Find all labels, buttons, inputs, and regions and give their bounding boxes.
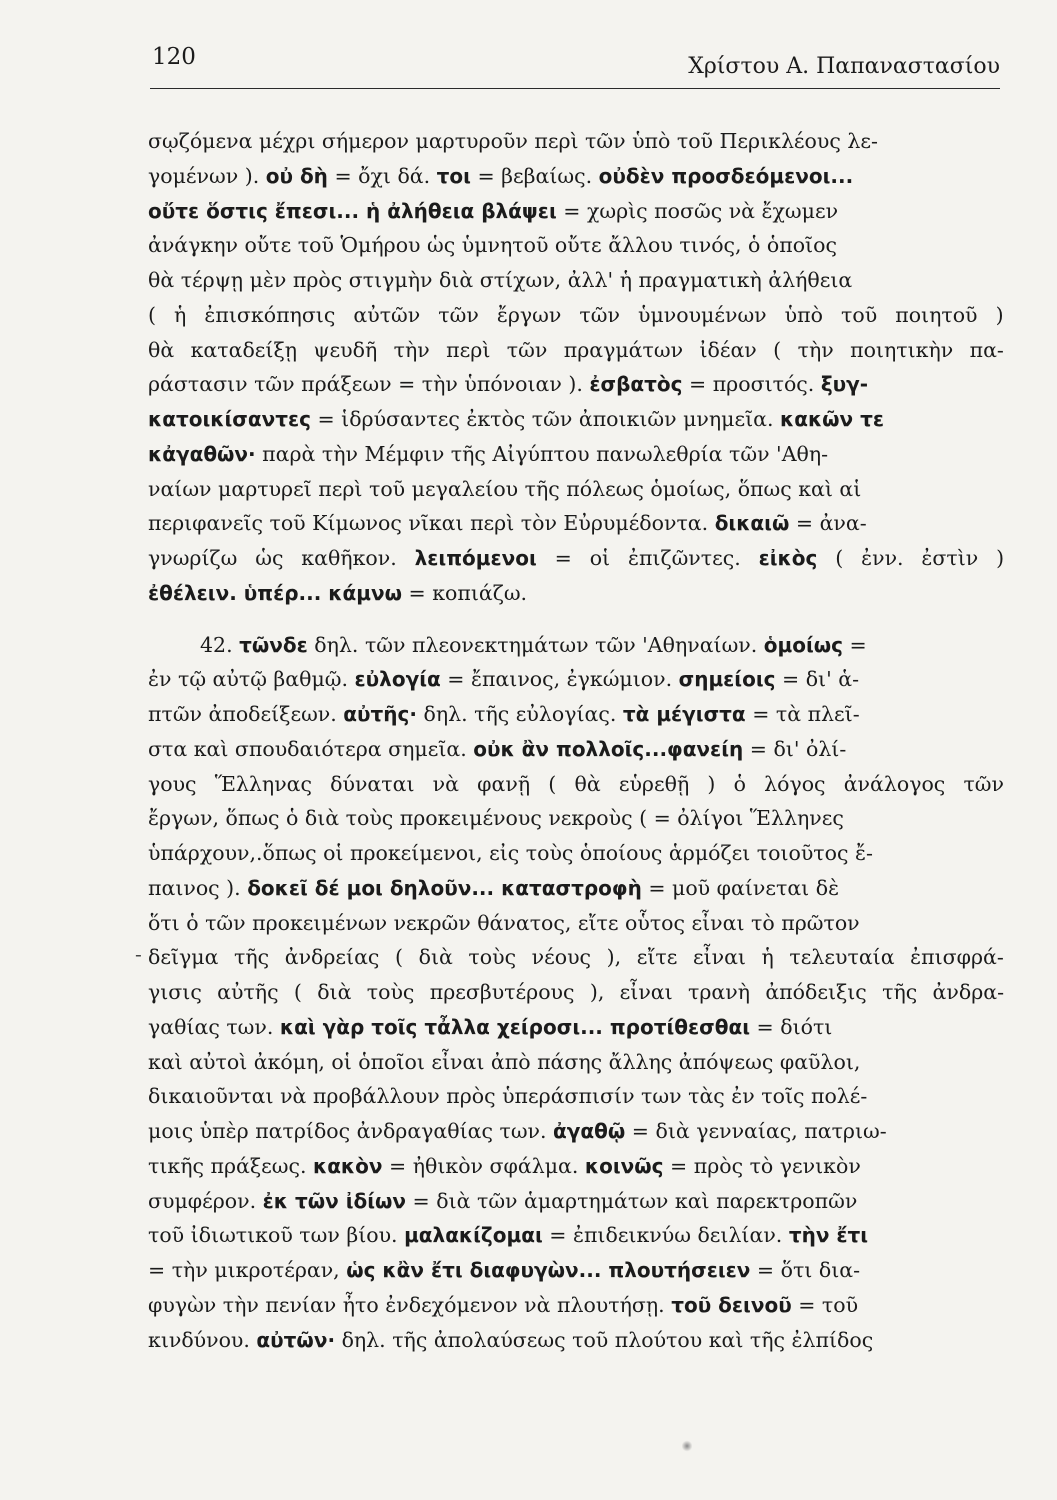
gloss-text: γους Ἕλληνας δύναται νὰ φανῇ ( θὰ εὑρεθῇ ) ὁ λόγος ἀνάλογος τῶν (148, 771, 1004, 796)
gloss-text: γισις αὐτῆς ( διὰ τοὺς πρεσβυτέρους ), εἶναι τρανὴ ἀπόδειξις τῆς ἀνδρα- (148, 980, 1005, 1004)
gloss-text: δηλ. τῆς ἀπολαύσεως τοῦ πλούτου καὶ τῆς ἐλπίδος (335, 1327, 874, 1352)
text-line (148, 506, 1004, 541)
gloss-text: = δι' ὀλί- (743, 736, 847, 761)
gloss-text: = τοῦ (791, 1292, 859, 1317)
text-line (148, 801, 1004, 836)
text-line (148, 836, 1004, 871)
page-header (150, 44, 1000, 89)
gloss-text: ( ἡ ἐπισκόπησις αὐτῶν τῶν ἔργων τῶν ὑμνουμένων ὑπὸ τοῦ ποιητοῦ ) (148, 302, 1004, 327)
gloss-text: = μοῦ φαίνεται δὲ (641, 875, 840, 900)
lemma-term: μαλακίζομαι (404, 1223, 543, 1248)
lemma-term: οὐδὲν προσδεόμενοι... (598, 163, 854, 188)
text-line (148, 1114, 1004, 1149)
gloss-text: στα καὶ σπουδαιότερα σημεῖα. (148, 736, 474, 761)
lemma-term: οὐκ ἂν πολλοῖς...φανείη (473, 736, 744, 761)
text-line (148, 1288, 1004, 1323)
gloss-text: δεῖγμα τῆς ἀνδρείας ( διὰ τοὺς νέους ), εἴτε εἶναι ἡ τελευταία ἐπισφρά- (148, 945, 1004, 970)
gloss-text: = δι' ἁ- (775, 667, 859, 692)
gloss-text: θὰ τέρψῃ μὲν πρὸς στιγμὴν διὰ στίχων, ἀλλ' ἡ πραγματικὴ ἀλήθεια (148, 268, 853, 292)
text-line (148, 541, 1004, 576)
gloss-text: δηλ. τῆς εὐλογίας. (417, 702, 623, 726)
gloss-text: ράστασιν τῶν πράξεων = τὴν ὑπόνοιαν ). (148, 372, 590, 397)
lemma-term: κακὸν (312, 1153, 383, 1178)
gloss-text: = χωρὶς ποσῶς νὰ ἔχωμεν (556, 198, 839, 223)
text-line (148, 697, 1004, 732)
lemma-term: σημείοις (678, 667, 776, 692)
gloss-text: = κοπιάζω. (401, 580, 528, 605)
gloss-text: = (843, 632, 867, 657)
text-line (148, 1218, 1004, 1253)
lemma-term: τῶνδε (239, 632, 308, 657)
lemma-term: δικαιῶ (714, 511, 790, 536)
text-line (148, 628, 1004, 663)
gloss-text: περιφανεῖς τοῦ Κίμωνος νῖκαι περὶ τὸν Εὐρυμέδοντα. (148, 511, 715, 536)
gloss-text: σῳζόμενα μέχρι σήμερον μαρτυροῦν περὶ τῶν ὑπὸ τοῦ Περικλέους λε- (148, 129, 878, 153)
text-line (148, 1149, 1004, 1184)
text-line (148, 437, 1004, 472)
gloss-text: ὑπάρχουν,.ὅπως οἱ προκείμενοι, εἰς τοὺς ὁποίους ἁρμόζει τοιοῦτος ἔ- (148, 841, 873, 865)
lemma-term: ὡς κἂν ἔτι διαφυγὼν... πλουτήσειεν (346, 1258, 751, 1282)
gloss-text: παρὰ τὴν Μέμφιν τῆς Αἰγύπτου πανωλεθρία τῶν 'Αθη- (255, 441, 829, 466)
gloss-text: = ἱδρύσαντες ἐκτὸς τῶν ἀποικιῶν μνημεῖα. (310, 407, 781, 431)
lemma-term: κἀγαθῶν· (148, 441, 256, 466)
gloss-text: = διὰ τῶν ἁμαρτημάτων καὶ παρεκτροπῶν (406, 1188, 858, 1213)
gloss-text: θὰ καταδείξῃ ψευδῆ τὴν περὶ τῶν πραγμάτων ἰδέαν ( τὴν ποιητικὴν πα- (148, 337, 1004, 362)
gloss-text: ἐν τῷ αὐτῷ βαθμῷ. (148, 667, 355, 692)
text-line (148, 333, 1004, 368)
lemma-term: ἐθέλειν. ὑπέρ... κάμνω (148, 580, 402, 605)
gloss-text: καὶ αὐτοὶ ἀκόμη, οἱ ὁποῖοι εἶναι ἀπὸ πάσης ἄλλης ἀπόψεως φαῦλοι, (148, 1049, 861, 1074)
body-text (148, 124, 1004, 1357)
gloss-text: τοῦ ἰδιωτικοῦ των βίου. (148, 1223, 405, 1248)
gloss-text: κινδύνου. (148, 1327, 257, 1352)
text-line (148, 228, 1004, 263)
lemma-term: τὰ μέγιστα (622, 702, 746, 726)
lemma-term: ἐκ τῶν ἰδίων (262, 1188, 407, 1213)
lemma-term: κοινῶς (584, 1153, 664, 1178)
lemma-term: ἐσβατὸς (589, 372, 683, 397)
paragraph-1 (148, 124, 1004, 611)
lemma-term: εἰκὸς (758, 546, 818, 570)
gloss-text: = ἠθικὸν σφάλμα. (382, 1153, 585, 1178)
lemma-term: ὁμοίως (763, 632, 844, 657)
lemma-term: τοι (436, 163, 471, 188)
gloss-text: ( ἐνν. ἐστὶν ) (817, 546, 1005, 570)
lemma-term: λειπόμενοι (414, 546, 537, 570)
text-line (148, 732, 1004, 767)
gloss-text: = διότι (750, 1014, 833, 1039)
gloss-text: = ἐπιδεικνύω δειλίαν. (542, 1223, 789, 1248)
gloss-text: γνωρίζω ὡς καθῆκον. (148, 546, 415, 570)
lemma-term: τὴν ἔτι (788, 1223, 869, 1248)
gloss-text: γομένων ). (148, 163, 266, 188)
text-line (148, 1045, 1004, 1080)
gloss-text: = ὅτι δια- (750, 1258, 861, 1282)
gloss-text: = τὰ πλεῖ- (745, 702, 860, 726)
gloss-text: = βεβαίως. (470, 163, 599, 188)
gloss-text: γαθίας των. (148, 1014, 280, 1039)
gloss-text: τικῆς πράξεως. (148, 1153, 313, 1178)
text-line (148, 472, 1004, 507)
text-line (148, 767, 1004, 802)
text-line (148, 367, 1004, 402)
gloss-text: = ἔπαινος, ἐγκώμιον. (440, 667, 679, 692)
text-line (148, 975, 1004, 1010)
text-line (148, 1184, 1004, 1219)
gloss-text: παινος ). (148, 875, 248, 900)
gloss-text: ἔργων, ὅπως ὁ διὰ τοὺς προκειμένους νεκροὺς ( = ὀλίγοι Ἕλληνες (148, 806, 844, 831)
paragraph-2 (148, 628, 1004, 1358)
gloss-text: = ὄχι δά. (327, 163, 437, 188)
gloss-text: = τὴν μικροτέραν, (148, 1258, 347, 1282)
text-line (148, 662, 1004, 697)
gloss-text: πτῶν ἀποδείξεων. (148, 702, 344, 726)
margin-mark: - (135, 942, 142, 966)
gloss-text: δικαιοῦνται νὰ προβάλλουν πρὸς ὑπεράσπισίν των τὰς ἐν τοῖς πολέ- (148, 1084, 868, 1109)
gloss-text: μοις ὑπὲρ πατρίδος ἀνδραγαθίας των. (148, 1119, 554, 1143)
text-line (148, 1253, 1004, 1288)
lemma-term: ξυγ- (820, 372, 869, 397)
text-line (148, 1010, 1004, 1045)
text-line (148, 263, 1004, 298)
text-line (148, 576, 1004, 611)
running-head: Χρίστου Α. Παπαναστασίου (688, 54, 1000, 79)
lemma-term: εὐλογία (354, 667, 441, 692)
page-number: 120 (152, 44, 196, 70)
gloss-text: 42. (200, 632, 240, 657)
gloss-text: ὅτι ὁ τῶν προκειμένων νεκρῶν θάνατος, εἴτε οὗτος εἶναι τὸ πρῶτον (148, 910, 860, 935)
gloss-text: ναίων μαρτυρεῖ περὶ τοῦ μεγαλείου τῆς πόλεως ὁμοίως, ὅπως καὶ αἱ (148, 476, 862, 501)
gloss-text: = προσιτός. (682, 372, 821, 397)
gloss-text: = ἀνα- (789, 511, 867, 536)
gloss-text: = οἱ ἐπιζῶντες. (536, 546, 759, 570)
text-line (148, 871, 1004, 906)
lemma-term: κακῶν τε (780, 407, 885, 431)
gloss-text: φυγὼν τὴν πενίαν ἦτο ἐνδεχόμενον νὰ πλουτήσῃ. (148, 1292, 672, 1317)
lemma-term: αὐτῆς· (343, 702, 417, 726)
gloss-text: = πρὸς τὸ γενικὸν (663, 1153, 861, 1178)
gloss-text: συμφέρον. (148, 1188, 263, 1213)
lemma-term: κατοικίσαντες (148, 407, 311, 431)
text-line (148, 298, 1004, 333)
text-line (148, 159, 1004, 194)
text-line (148, 194, 1004, 229)
text-line (148, 124, 1004, 159)
gloss-text: ἀνάγκην οὔτε τοῦ Ὁμήρου ὡς ὑμνητοῦ οὔτε ἄλλου τινός, ὁ ὁποῖος (148, 233, 837, 258)
lemma-term: ἀγαθῷ (553, 1119, 626, 1143)
lemma-term: δοκεῖ δέ μοι δηλοῦν... καταστροφὴ (247, 875, 642, 900)
text-line (148, 1323, 1004, 1358)
lemma-term: οὐ δὴ (265, 163, 328, 188)
lemma-term: τοῦ δεινοῦ (671, 1292, 792, 1317)
gloss-text: = διὰ γενναίας, πατριω- (625, 1119, 887, 1143)
lemma-term: καὶ γὰρ τοῖς τἆλλα χείροσι... προτίθεσθαι (279, 1014, 751, 1039)
text-line (148, 940, 1004, 975)
lemma-term: οὔτε ὅστις ἔπεσι... ἡ ἀλήθεια βλάψει (148, 198, 557, 223)
lemma-term: αὐτῶν· (256, 1327, 336, 1352)
text-line (148, 402, 1004, 437)
text-line (148, 1079, 1004, 1114)
text-line (148, 906, 1004, 941)
ink-speck (682, 1440, 692, 1452)
gloss-text: δηλ. τῶν πλεονεκτημάτων τῶν 'Αθηναίων. (307, 632, 764, 657)
